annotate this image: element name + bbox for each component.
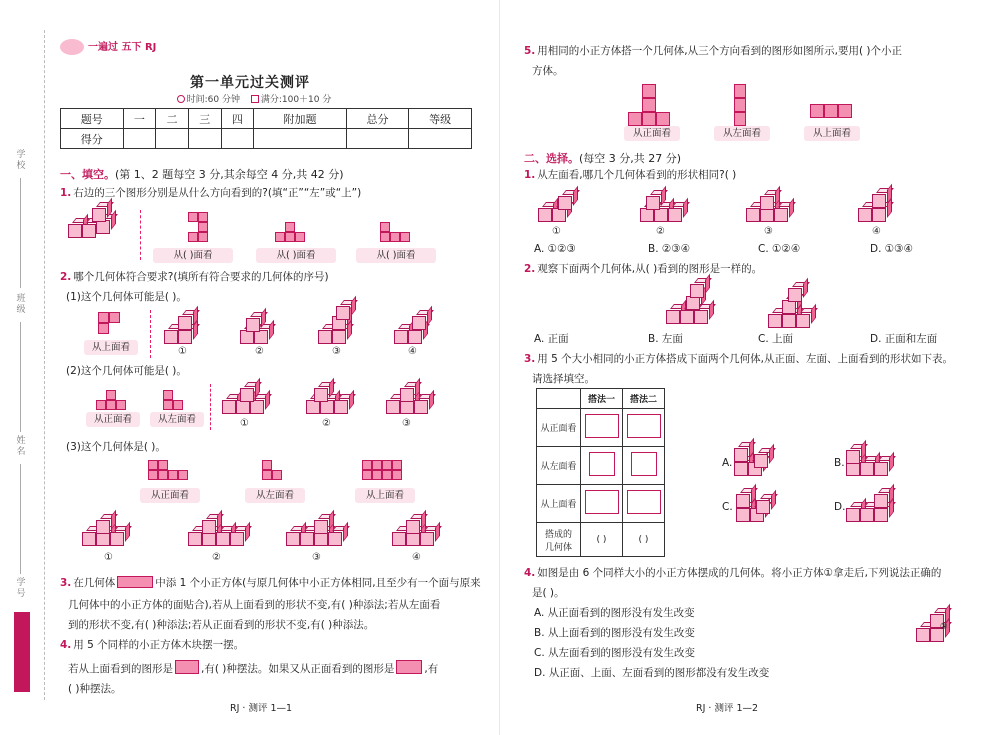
view-label: 从上面看: [355, 488, 415, 503]
option-d[interactable]: D. 从正面、上面、左面看到的图形都没有发生改变: [534, 667, 770, 679]
option-b[interactable]: B. ②③④: [648, 243, 691, 255]
answer-blank[interactable]: ( ): [623, 523, 665, 557]
section-1-heading: 一、填空。(第 1、2 题每空 3 分,其余每空 4 分,共 42 分): [60, 168, 344, 181]
option-b[interactable]: B. 左面: [648, 333, 683, 345]
option-figure-b[interactable]: [844, 444, 900, 478]
question-1-5: 5. 用相同的小正方体搭一个几何体,从三个方向看到的图形如图所示,要用( )个小正: [524, 45, 903, 57]
view-label: 从正面看: [624, 126, 680, 141]
solid-figure: [392, 306, 438, 346]
solid-figure: [856, 188, 896, 224]
check-icon: [251, 95, 259, 103]
answer-blank[interactable]: ( ): [581, 523, 623, 557]
score-table: 题号 一 二 三 四 附加题 总分 等级 得分: [60, 108, 472, 149]
page-title: 第一单元过关测评: [190, 75, 310, 91]
solid-figure: [638, 188, 688, 224]
left-page: 学校 班级 姓名 学号 一遍过 五下 RJ 第一单元过关测评 时间:60 分钟 满分:100＋10 分 题号 一 二 三 四 附加题 总分 等级 得分 一、填空。(第 1、2 题每空 3 分,其余每空 4 分,共 42 分) 1. 右边的三个图形分别是从什么方向看到的?(填“正”“左”或“上”) 从( )面看 从( )面看 从( )面看 2. 哪个几何体符合要求?(填所有符合要求的几何体的序号) (1)这个几何体可能是( )。 从上面看 ① ② ③ ④ (2)这个几何体可能是( )。 从正面看 从左面看 ① ② ③ (3)这个几何体是( )。 从正面看 从左面看 从上面看 ① ② ③ ④ 3. 在几何体 中添 1 个小正方体(与原几何体中小正方体相同,且至少有一个面与原来 几何体中的小正方体的面贴合),若从上面看到的形状不变,有( )种添法;若从左面看 到的形状不变,有( )种添法;若从正面看到的形状不变,有( )种添法。 4. 用 5 个同样的小正方体木块摆一摆。 若从上面看到的图形是 ,有( )种摆法。如果又从正面看到的图形是 ,有 ( )种摆法。 RJ · 测评 1—1: [0, 0, 500, 735]
section-2-heading: 二、选择。(每空 3 分,共 27 分): [524, 152, 682, 165]
question-2-2: 2. 观察下面两个几何体,从( )看到的图形是一样的。: [524, 263, 763, 275]
solid-figure: [304, 380, 356, 416]
solid-figure: [384, 380, 436, 416]
option-b[interactable]: B. 从上面看到的图形没有发生改变: [534, 627, 695, 639]
brand-logo: 一遍过 五下 RJ: [60, 38, 156, 55]
solid-figure: [664, 282, 724, 326]
inline-view-icon: [175, 660, 199, 674]
view-label: 从上面看: [804, 126, 860, 141]
clock-icon: [177, 95, 185, 103]
solid-figure: [390, 512, 450, 548]
margin-class: 班级: [16, 294, 26, 315]
answer-tag[interactable]: 从( )面看: [256, 248, 336, 263]
view-label: 从正面看: [140, 488, 200, 503]
question-1-2-part2: (2)这个几何体可能是( )。: [66, 365, 187, 377]
option-d[interactable]: D. ①③④: [870, 243, 913, 255]
mascot-icon: [60, 39, 84, 55]
solid-figure: [68, 208, 128, 242]
option-c[interactable]: C. 上面: [758, 333, 794, 345]
option-figure-d[interactable]: [844, 486, 900, 524]
question-1-3: 3. 在几何体 中添 1 个小正方体(与原几何体中小正方体相同,且至少有一个面与原来: [60, 577, 481, 589]
solid-figure: [160, 306, 206, 346]
solid-figure: [220, 380, 272, 416]
question-2-3: 3. 用 5 个大小相同的小正方体搭成下面两个几何体,从正面、左面、上面看到的形状如下表。: [524, 353, 953, 365]
view-label: 从左面看: [245, 488, 305, 503]
question-2-4: 4. 如图是由 6 个同样大小的小正方体摆成的几何体。将小正方体①拿走后,下列说法正确的: [524, 567, 942, 579]
question-1-2-part1: (1)这个几何体可能是( )。: [66, 291, 187, 303]
solid-figure: [766, 286, 826, 330]
page-number-right: RJ · 测评 1—2: [696, 703, 759, 714]
binding-line: [44, 30, 45, 700]
question-1-1: 1. 右边的三个图形分别是从什么方向看到的?(填“正”“左”或“上”): [60, 187, 362, 199]
margin-stamp: [14, 612, 30, 692]
question-2-1: 1. 从左面看,哪几个几何体看到的形状相同?( ): [524, 169, 737, 181]
margin-id: 学号: [16, 578, 26, 599]
view-label: 从正面看: [86, 412, 140, 427]
option-a[interactable]: A. 从正面看到的图形没有发生改变: [534, 607, 695, 619]
solid-figure: [186, 512, 256, 548]
option-c[interactable]: C. ①②④: [758, 243, 801, 255]
right-page: 5. 用相同的小正方体搭一个几何体,从三个方向看到的图形如图所示,要用( )个小正 方体。 从正面看 从左面看 从上面看 二、选择。(每空 3 分,共 27 分) 1. 从左面看,哪几个几何体看到的形状相同?( ) ① ② ③ ④ A. ①②③ B. ②③④ C. ①②④ D. ①③④ 2. 观察下面两个几何体,从( )看到的图形是一样的。 A. 正面 B. 左面 C. 上面 D. 正面和左面 3. 用 5 个大小相同的小正方体搭成下面两个几何体,从正面、左面、上面看到的形状如下表。 请选择填空。 A. B. C. D. 4. 如图是由 6 个同样大小的小正方体摆成的几何体。将小正方体①拿走后,下列说法正确的 是( )。 A. 从正面看到的图形没有发生改变 B. 从上面看到的图形没有发生改变 C. 从左面看到的图形没有发生改变 D. 从正面、上面、左面看到的图形都没有发生改变 ① RJ · 测评 1—2: [500, 0, 1000, 735]
page-number-left: RJ · 测评 1—1: [230, 703, 293, 714]
cube-marker: ①: [940, 622, 948, 632]
option-figure-a[interactable]: [732, 442, 784, 478]
option-c[interactable]: C. 从左面看到的图形没有发生改变: [534, 647, 696, 659]
solid-figure: [284, 512, 354, 548]
exam-info: 时间:60 分钟 满分:100＋10 分: [0, 92, 500, 105]
answer-tag[interactable]: 从( )面看: [153, 248, 233, 263]
solid-figure: [316, 304, 362, 346]
inline-view-icon: [396, 660, 422, 674]
solid-figure: [914, 604, 964, 644]
solid-figure: [238, 310, 284, 346]
arrangement-table: 搭法一 搭法二 从正面看 从左面看 从上面看 搭成的 几何体 ( ) ( ): [536, 388, 665, 557]
option-d[interactable]: D. 正面和左面: [870, 333, 938, 345]
question-1-2: 2. 哪个几何体符合要求?(填所有符合要求的几何体的序号): [60, 271, 329, 283]
question-1-2-part3: (3)这个几何体是( )。: [66, 441, 166, 453]
view-label: 从左面看: [714, 126, 770, 141]
solid-figure: [536, 188, 586, 224]
question-1-4: 4. 用 5 个同样的小正方体木块摆一摆。: [60, 639, 245, 651]
view-label: 从左面看: [150, 412, 204, 427]
margin-school: 学校: [16, 150, 26, 171]
solid-figure: [80, 512, 140, 548]
solid-figure: [744, 188, 800, 224]
option-a[interactable]: A. ①②③: [534, 243, 576, 255]
margin-name: 姓名: [16, 436, 26, 457]
view-label: 从上面看: [84, 340, 138, 355]
answer-tag[interactable]: 从( )面看: [356, 248, 436, 263]
inline-solid-icon: [117, 576, 153, 588]
option-figure-c[interactable]: [734, 486, 784, 524]
option-a[interactable]: A. 正面: [534, 333, 569, 345]
